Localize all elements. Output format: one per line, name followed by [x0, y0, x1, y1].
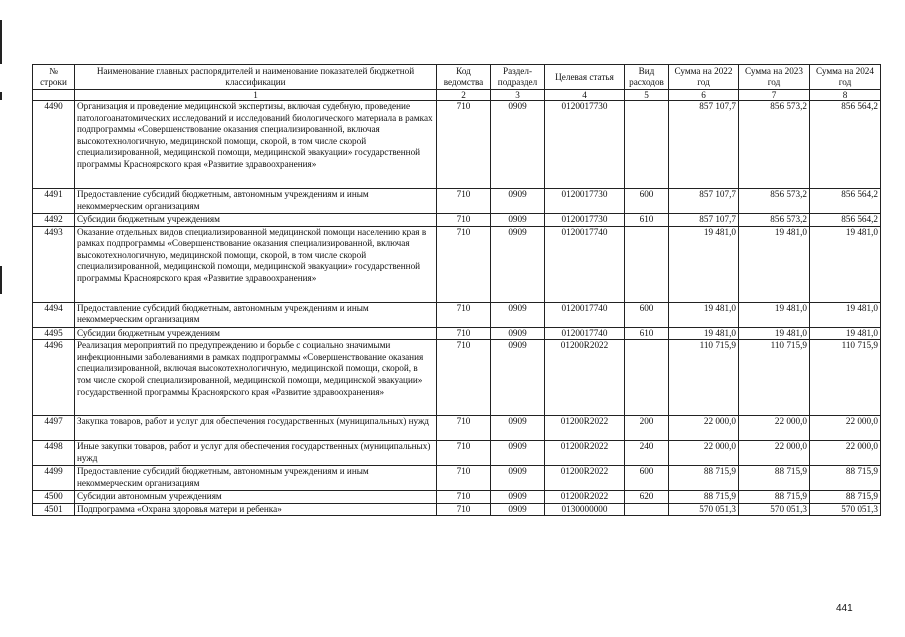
- vedomstvo-code: 710: [437, 302, 491, 327]
- sum-2024: 88 715,9: [810, 466, 881, 491]
- scan-margin-mark: [0, 20, 2, 64]
- sum-2024: 570 051,3: [810, 503, 881, 516]
- vedomstvo-code: 710: [437, 327, 491, 340]
- vedomstvo-code: 710: [437, 503, 491, 516]
- sum-2022: 570 051,3: [669, 503, 739, 516]
- sum-2023: 19 481,0: [739, 327, 810, 340]
- row-number: 4498: [33, 441, 75, 466]
- vid-rashodov: 600: [625, 189, 669, 214]
- table-row: [33, 466, 881, 491]
- sum-2023: 856 573,2: [739, 214, 810, 227]
- vid-rashodov: 600: [625, 466, 669, 491]
- sum-2023: 856 573,2: [739, 189, 810, 214]
- row-number: 4494: [33, 302, 75, 327]
- column-number-cell: 8: [810, 90, 881, 101]
- header-cell: Код ведомства: [437, 65, 491, 90]
- sum-2023: 22 000,0: [739, 416, 810, 441]
- table-row: [33, 340, 881, 416]
- row-name: Предоставление субсидий бюджетным, автономным учреждениям и иным некоммерческим организациям: [75, 189, 437, 214]
- header-cell: № строки: [33, 65, 75, 90]
- sum-2023: 856 573,2: [739, 101, 810, 189]
- column-number-cell: 7: [739, 90, 810, 101]
- row-number: 4491: [33, 189, 75, 214]
- celevaya-statya: 01200R2022: [545, 466, 625, 491]
- row-name: Субсидии бюджетным учреждениям: [75, 327, 437, 340]
- sum-2023: 19 481,0: [739, 302, 810, 327]
- vedomstvo-code: 710: [437, 340, 491, 416]
- sum-2022: 22 000,0: [669, 441, 739, 466]
- column-number-cell: [33, 90, 75, 101]
- column-number-row: [33, 90, 881, 101]
- vid-rashodov: [625, 101, 669, 189]
- vedomstvo-code: 710: [437, 101, 491, 189]
- sum-2023: 570 051,3: [739, 503, 810, 516]
- sum-2022: 88 715,9: [669, 491, 739, 504]
- vid-rashodov: [625, 226, 669, 302]
- vedomstvo-code: 710: [437, 189, 491, 214]
- vid-rashodov: 200: [625, 416, 669, 441]
- sum-2022: 110 715,9: [669, 340, 739, 416]
- celevaya-statya: 0120017740: [545, 327, 625, 340]
- sum-2022: 88 715,9: [669, 466, 739, 491]
- vedomstvo-code: 710: [437, 416, 491, 441]
- razdel-code: 0909: [491, 327, 545, 340]
- column-number-cell: 4: [545, 90, 625, 101]
- row-number: 4492: [33, 214, 75, 227]
- sum-2022: 19 481,0: [669, 302, 739, 327]
- sum-2023: 88 715,9: [739, 491, 810, 504]
- row-name: Иные закупки товаров, работ и услуг для обеспечения государственных (муниципальных) нужд: [75, 441, 437, 466]
- row-name: Субсидии автономным учреждениям: [75, 491, 437, 504]
- celevaya-statya: 0120017730: [545, 214, 625, 227]
- row-name: Субсидии бюджетным учреждениям: [75, 214, 437, 227]
- razdel-code: 0909: [491, 226, 545, 302]
- row-name: Предоставление субсидий бюджетным, автономным учреждениям и иным некоммерческим организациям: [75, 466, 437, 491]
- header-cell: Сумма на 2022 год: [669, 65, 739, 90]
- sum-2023: 19 481,0: [739, 226, 810, 302]
- razdel-code: 0909: [491, 416, 545, 441]
- column-number-cell: 6: [669, 90, 739, 101]
- row-number: 4501: [33, 503, 75, 516]
- header-cell: Целевая статья: [545, 65, 625, 90]
- column-number-cell: 1: [75, 90, 437, 101]
- table-row: [33, 503, 881, 516]
- column-number-cell: 5: [625, 90, 669, 101]
- sum-2022: 22 000,0: [669, 416, 739, 441]
- row-name: Реализация мероприятий по предупреждению и борьбе с социально значимыми инфекционными заболеваниями в рамках подпрограммы «Совершенствование оказания специализированной, включая высокотехнологичную, медицинской помощи, скорой, в том числе скорой специализированной, медицинской помощи, медицинской эвакуации» государственной программы Красноярского края «Развитие здравоохранения»: [75, 340, 437, 416]
- vedomstvo-code: 710: [437, 491, 491, 504]
- sum-2022: 857 107,7: [669, 214, 739, 227]
- sum-2024: 19 481,0: [810, 327, 881, 340]
- table-row: [33, 491, 881, 504]
- header-cell: Наименование главных распорядителей и наименование показателей бюджетной классификации: [75, 65, 437, 90]
- razdel-code: 0909: [491, 491, 545, 504]
- vid-rashodov: 240: [625, 441, 669, 466]
- razdel-code: 0909: [491, 466, 545, 491]
- celevaya-statya: 0120017740: [545, 302, 625, 327]
- table-header: [33, 65, 881, 101]
- sum-2024: 856 564,2: [810, 101, 881, 189]
- table-row: [33, 327, 881, 340]
- table-row: [33, 441, 881, 466]
- sum-2024: 19 481,0: [810, 226, 881, 302]
- razdel-code: 0909: [491, 214, 545, 227]
- header-cell: Раздел-подраздел: [491, 65, 545, 90]
- vedomstvo-code: 710: [437, 214, 491, 227]
- row-number: 4499: [33, 466, 75, 491]
- row-name: Предоставление субсидий бюджетным, автономным учреждениям и иным некоммерческим организациям: [75, 302, 437, 327]
- celevaya-statya: 01200R2022: [545, 491, 625, 504]
- vid-rashodov: [625, 340, 669, 416]
- row-number: 4500: [33, 491, 75, 504]
- table-row: [33, 416, 881, 441]
- table-row: [33, 214, 881, 227]
- celevaya-statya: 01200R2022: [545, 441, 625, 466]
- scan-margin-mark: [0, 266, 2, 294]
- vid-rashodov: 600: [625, 302, 669, 327]
- row-name: Оказание отдельных видов специализированной медицинской помощи населению края в рамках подпрограммы «Совершенствование оказания специализированной, включая высокотехнологичную, медицинской помощи, скорой, в том числе скорой специализированной, медицинской помощи, медицинской эвакуации» государственной программы Красноярского края «Развитие здравоохранения»: [75, 226, 437, 302]
- sum-2024: 19 481,0: [810, 302, 881, 327]
- row-number: 4490: [33, 101, 75, 189]
- sum-2023: 88 715,9: [739, 466, 810, 491]
- header-row: [33, 65, 881, 90]
- razdel-code: 0909: [491, 189, 545, 214]
- vid-rashodov: [625, 503, 669, 516]
- header-cell: Сумма на 2023 год: [739, 65, 810, 90]
- sum-2022: 857 107,7: [669, 189, 739, 214]
- vedomstvo-code: 710: [437, 466, 491, 491]
- sum-2024: 856 564,2: [810, 214, 881, 227]
- celevaya-statya: 0120017740: [545, 226, 625, 302]
- table-body: [33, 101, 881, 516]
- sum-2023: 110 715,9: [739, 340, 810, 416]
- table-row: [33, 226, 881, 302]
- celevaya-statya: 01200R2022: [545, 340, 625, 416]
- sum-2022: 857 107,7: [669, 101, 739, 189]
- page-number: 441: [836, 603, 853, 614]
- razdel-code: 0909: [491, 441, 545, 466]
- sum-2024: 22 000,0: [810, 441, 881, 466]
- row-number: 4493: [33, 226, 75, 302]
- vid-rashodov: 610: [625, 214, 669, 227]
- row-number: 4497: [33, 416, 75, 441]
- sum-2023: 22 000,0: [739, 441, 810, 466]
- row-number: 4496: [33, 340, 75, 416]
- column-number-cell: 3: [491, 90, 545, 101]
- sum-2024: 856 564,2: [810, 189, 881, 214]
- celevaya-statya: 01200R2022: [545, 416, 625, 441]
- razdel-code: 0909: [491, 503, 545, 516]
- sum-2024: 88 715,9: [810, 491, 881, 504]
- sum-2024: 22 000,0: [810, 416, 881, 441]
- sum-2022: 19 481,0: [669, 327, 739, 340]
- razdel-code: 0909: [491, 101, 545, 189]
- table-row: [33, 101, 881, 189]
- header-cell: Вид расходов: [625, 65, 669, 90]
- row-name: Закупка товаров, работ и услуг для обеспечения государственных (муниципальных) нужд: [75, 416, 437, 441]
- celevaya-statya: 0120017730: [545, 189, 625, 214]
- row-number: 4495: [33, 327, 75, 340]
- budget-table: [32, 64, 881, 516]
- header-cell: Сумма на 2024 год: [810, 65, 881, 90]
- razdel-code: 0909: [491, 340, 545, 416]
- table-row: [33, 189, 881, 214]
- vid-rashodov: 620: [625, 491, 669, 504]
- razdel-code: 0909: [491, 302, 545, 327]
- column-number-cell: 2: [437, 90, 491, 101]
- row-name: Организация и проведение медицинской экспертизы, включая судебную, проведение патологоанатомических исследований и исследований биологического материала в рамках подпрограммы «Совершенствование оказания специализированной, включая высокотехнологичную, медицинской помощи, скорой, в том числе скорой специализированной, медицинской помощи, медицинской эвакуации» государственной программы Красноярского края «Развитие здравоохранения»: [75, 101, 437, 189]
- sum-2024: 110 715,9: [810, 340, 881, 416]
- row-name: Подпрограмма «Охрана здоровья матери и ребенка»: [75, 503, 437, 516]
- vedomstvo-code: 710: [437, 441, 491, 466]
- celevaya-statya: 0120017730: [545, 101, 625, 189]
- sum-2022: 19 481,0: [669, 226, 739, 302]
- vedomstvo-code: 710: [437, 226, 491, 302]
- table-row: [33, 302, 881, 327]
- vid-rashodov: 610: [625, 327, 669, 340]
- scan-margin-mark: [0, 92, 2, 100]
- celevaya-statya: 0130000000: [545, 503, 625, 516]
